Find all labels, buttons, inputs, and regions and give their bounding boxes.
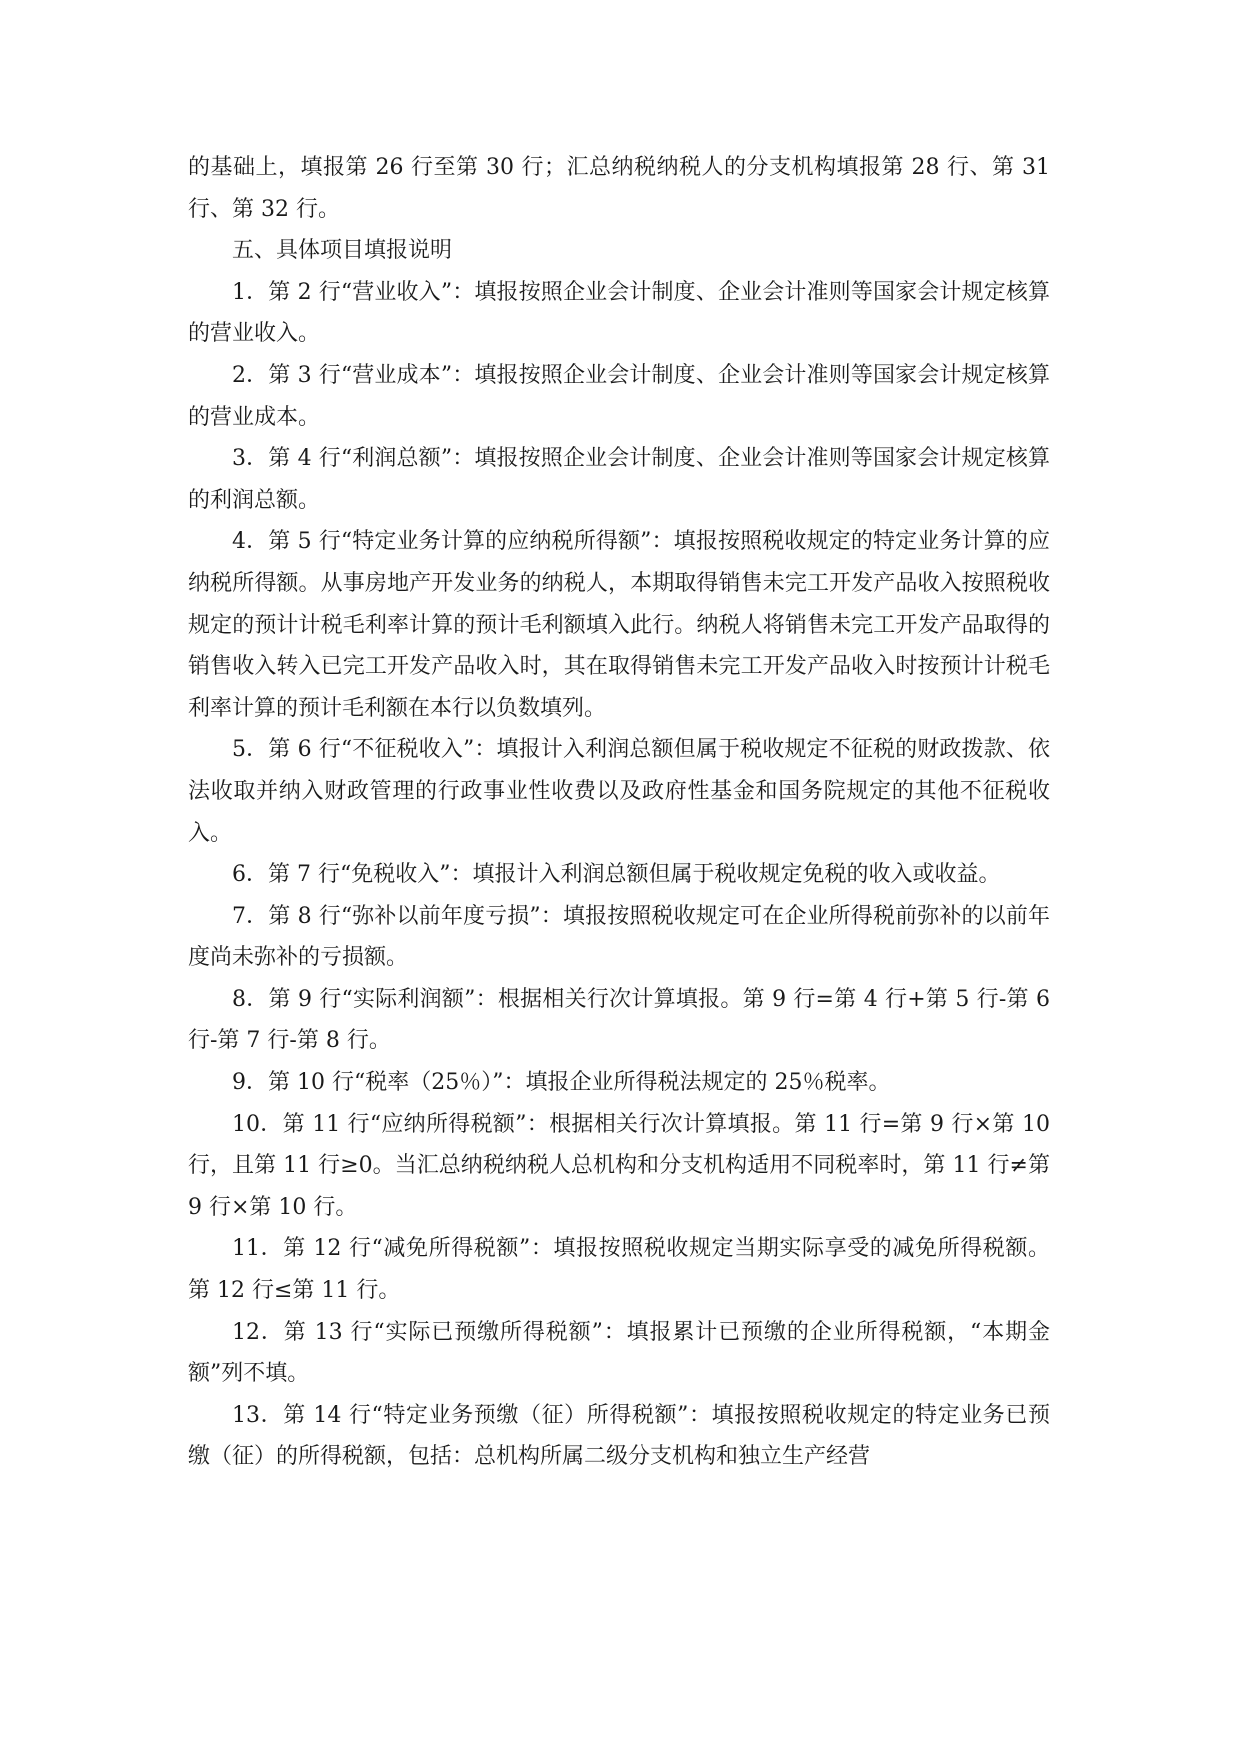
paragraph: 8．第 9 行“实际利润额”：根据相关行次计算填报。第 9 行=第 4 行+第 5 行-第 6 行-第 7 行-第 8 行。	[188, 986, 1050, 1054]
paragraph: 7．第 8 行“弥补以前年度亏损”：填报按照税收规定可在企业所得税前弥补的以前年度尚未弥补的亏损额。	[188, 903, 1050, 971]
paragraph: 1．第 2 行“营业收入”：填报按照企业会计制度、企业会计准则等国家会计规定核算的营业收入。	[188, 279, 1050, 347]
paragraph: 12．第 13 行“实际已预缴所得税额”：填报累计已预缴的企业所得税额，“本期金额”列不填。	[188, 1319, 1050, 1387]
paragraph: 9．第 10 行“税率（25％）”：填报企业所得税法规定的 25％税率。	[232, 1070, 891, 1096]
paragraph: 3．第 4 行“利润总额”：填报按照企业会计制度、企业会计准则等国家会计规定核算的利润总额。	[188, 446, 1050, 513]
document-body	[188, 147, 1050, 1478]
section-heading: 五、具体项目填报说明	[232, 238, 453, 264]
paragraph: 5．第 6 行“不征税收入”：填报计入利润总额但属于税收规定不征税的财政拨款、依法收取并纳入财政管理的行政事业性收费以及政府性基金和国务院规定的其他不征税收入。	[188, 737, 1050, 846]
paragraph: 2．第 3 行“营业成本”：填报按照企业会计制度、企业会计准则等国家会计规定核算的营业成本。	[188, 362, 1050, 430]
paragraph: 的基础上，填报第 26 行至第 30 行；汇总纳税纳税人的分支机构填报第 28 行、第 31 行、第 32 行。	[188, 155, 1050, 222]
paragraph: 13．第 14 行“特定业务预缴（征）所得税额”：填报按照税收规定的特定业务已预缴（征）的所得税额，包括：总机构所属二级分支机构和独立生产经营	[188, 1402, 1050, 1470]
paragraph: 4．第 5 行“特定业务计算的应纳税所得额”：填报按照税收规定的特定业务计算的应纳税所得额。从事房地产开发业务的纳税人，本期取得销售未完工开发产品收入按照税收规定的预计计税毛利率计算的预计毛利额填入此行。纳税人将销售未完工开发产品取得的销售收入转入已完工开发产品收入时，其在取得销售未完工开发产品收入时按预计计税毛利率计算的预计毛利额在本行以负数填列。	[188, 529, 1050, 721]
paragraph: 6．第 7 行“免税收入”：填报计入利润总额但属于税收规定免税的收入或收益。	[232, 862, 1001, 888]
paragraph: 11．第 12 行“减免所得税额”：填报按照税收规定当期实际享受的减免所得税额。第 12 行≤第 11 行。	[188, 1236, 1050, 1304]
paragraph: 10．第 11 行“应纳所得税额”：根据相关行次计算填报。第 11 行=第 9 行×第 10 行，且第 11 行≥0。当汇总纳税纳税人总机构和分支机构适用不同税率时，第 11 行≠第 9 行×第 10 行。	[188, 1111, 1050, 1220]
